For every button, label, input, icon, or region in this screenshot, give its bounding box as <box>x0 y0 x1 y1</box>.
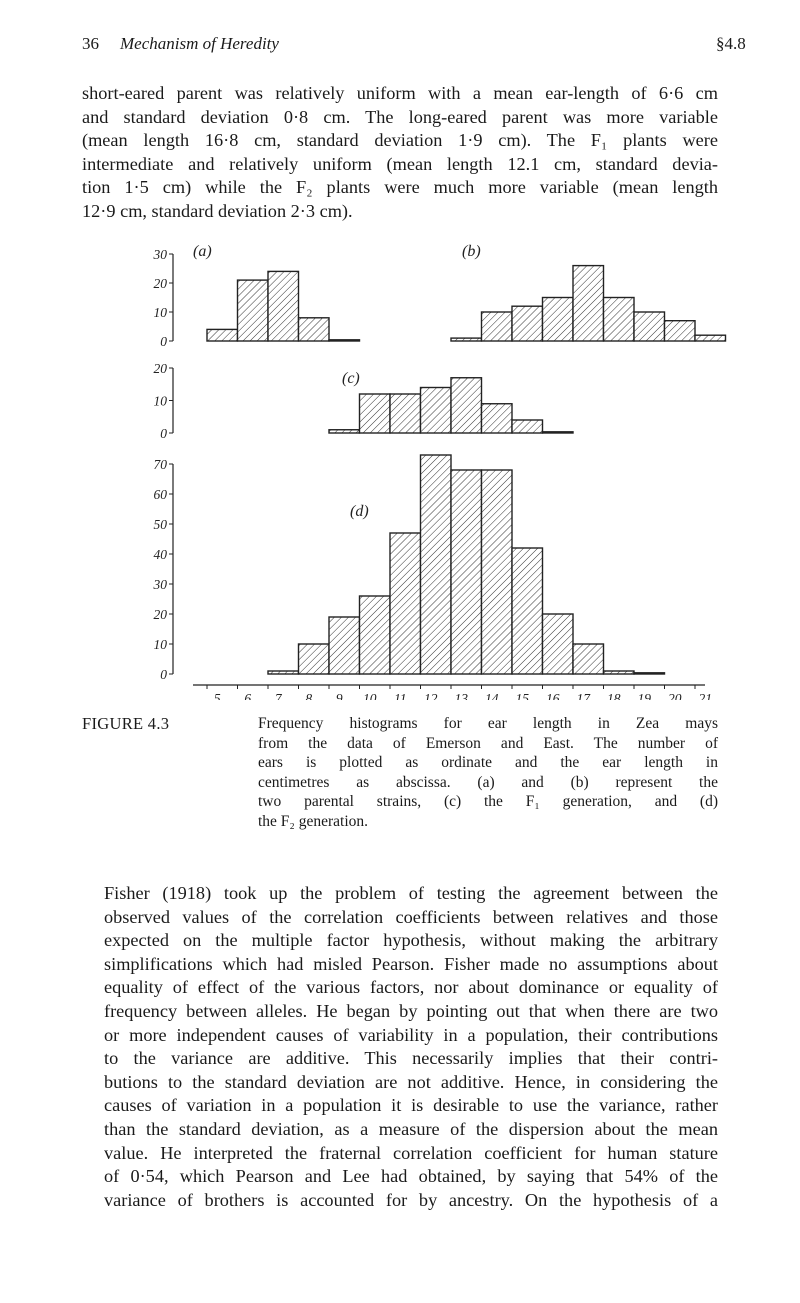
y-tick-label: 70 <box>153 457 167 472</box>
text-line: expected on the multiple factor hypothesis, without making the arbitrary <box>104 930 718 951</box>
text-line: intermediate and relatively uniform (mean length 12.1 cm, standard devia- <box>82 153 718 174</box>
histogram-bar <box>390 533 421 674</box>
paragraph-intro <box>82 82 718 224</box>
y-tick-label: 30 <box>153 247 167 262</box>
histogram-bar <box>634 312 665 341</box>
x-tick-label: 14 <box>485 691 499 700</box>
histogram-bar <box>207 329 238 341</box>
x-tick-label: 15 <box>515 691 529 700</box>
histogram-bar <box>299 318 330 341</box>
text-line: value. He interpreted the fraternal correlation coefficient for human stature <box>104 1142 718 1163</box>
histogram-bar <box>573 644 604 674</box>
text-line: Fisher (1918) took up the problem of testing the agreement between the <box>104 883 718 903</box>
y-tick-label: 20 <box>153 276 167 291</box>
text-line: or more independent causes of variability in a population, their contributions <box>104 1024 718 1045</box>
y-tick-label: 50 <box>153 517 167 532</box>
histogram-bar <box>421 388 452 434</box>
x-tick-label: 19 <box>637 691 651 700</box>
text-line: and standard deviation 0·8 cm. The long-eared parent was more variable <box>82 106 718 127</box>
histogram-bar <box>329 617 360 674</box>
figure-histograms <box>0 230 800 700</box>
histogram-panel <box>153 243 360 349</box>
histogram-bar <box>451 470 482 674</box>
text-line: than the standard deviation, as a measure of the dispersion about the mean <box>104 1118 718 1139</box>
caption-line: Frequency histograms for ear length in Zea mays <box>258 715 718 732</box>
histogram-bar <box>329 340 360 341</box>
histogram-bar <box>360 394 391 433</box>
x-tick-label: 9 <box>335 691 343 700</box>
running-title: Mechanism of Heredity <box>120 34 279 53</box>
histogram-bar <box>543 432 574 433</box>
caption-line: the F₂ generation. <box>258 812 368 830</box>
panel-label: (d) <box>350 503 369 520</box>
histogram-bar <box>299 644 330 674</box>
histogram-bar <box>695 335 726 341</box>
x-tick-label: 13 <box>454 691 468 700</box>
histogram-bar <box>451 378 482 433</box>
histogram-bar <box>604 671 635 674</box>
caption-line: ears is plotted as ordinate and the ear length in <box>258 754 718 772</box>
x-tick-label: 20 <box>668 691 682 700</box>
caption-line: centimetres as abscissa. (a) and (b) represent the <box>258 773 718 791</box>
x-tick-label: 12 <box>424 691 438 700</box>
text-line: of 0·54, which Pearson and Lee had obtained, by saying that 54% of the <box>104 1166 718 1187</box>
x-tick-label: 18 <box>607 691 621 700</box>
histogram-bar <box>268 671 299 674</box>
x-tick-label: 21 <box>698 691 712 700</box>
y-tick-label: 0 <box>160 426 167 441</box>
section-reference: §4.8 <box>716 34 746 53</box>
histogram-panel <box>153 455 665 682</box>
text-line: simplifications which had misled Pearson. Fisher made no assumptions about <box>104 953 718 974</box>
x-tick-label: 7 <box>274 691 282 700</box>
histogram-panel <box>451 243 726 341</box>
histogram-bar <box>543 614 574 674</box>
histogram-panel <box>154 361 574 441</box>
histogram-bar <box>634 673 665 674</box>
x-tick-label: 5 <box>213 691 221 700</box>
panel-label: (c) <box>342 370 360 387</box>
histogram-bar <box>451 338 482 341</box>
histogram-bar <box>512 548 543 674</box>
histogram-bar <box>604 298 635 342</box>
figure-label: FIGURE 4.3 <box>82 714 170 733</box>
histogram-chart <box>0 230 800 700</box>
x-tick-label: 17 <box>576 691 590 700</box>
text-line: butions to the standard deviation are not additive. Hence, in considering the <box>104 1071 718 1092</box>
text-line: equality of effect of the various factors, nor about dominance or equality of <box>104 977 718 998</box>
panel-label: (b) <box>462 243 481 260</box>
text-line: tion 1·5 cm) while the F₂ plants were much more variable (mean length <box>82 177 718 198</box>
y-tick-label: 0 <box>160 334 167 349</box>
y-tick-label: 0 <box>160 667 167 682</box>
y-tick-label: 30 <box>153 577 167 592</box>
histogram-bar <box>238 280 269 341</box>
histogram-bar <box>512 306 543 341</box>
paragraph-fisher <box>82 882 718 1212</box>
histogram-bar <box>543 298 574 342</box>
x-axis <box>193 685 712 700</box>
x-tick-label: 6 <box>244 691 252 700</box>
y-tick-label: 40 <box>153 547 167 562</box>
x-tick-label: 11 <box>394 691 407 700</box>
histogram-bar <box>573 266 604 341</box>
figure-caption <box>258 714 718 832</box>
caption-line: from the data of Emerson and East. The number of <box>258 734 718 752</box>
text-line: observed values of the correlation coefficients between relatives and those <box>104 906 718 927</box>
y-tick-label: 20 <box>153 607 167 622</box>
text-line: variance of brothers is accounted for by ancestry. On the hypothesis of a <box>104 1189 718 1210</box>
text-line: to the variance are additive. This necessarily implies that their contri- <box>104 1048 718 1069</box>
text-line: 12·9 cm, standard deviation 2·3 cm). <box>82 200 353 221</box>
x-tick-label: 16 <box>546 691 560 700</box>
histogram-bar <box>360 596 391 674</box>
y-tick-label: 10 <box>153 393 167 409</box>
x-tick-label: 10 <box>363 691 377 700</box>
y-tick-label: 60 <box>153 487 167 502</box>
text-line: frequency between alleles. He began by pointing out that when there are two <box>104 1000 718 1021</box>
y-tick-label: 20 <box>153 361 167 376</box>
y-tick-label: 10 <box>153 305 167 320</box>
histogram-bar <box>268 271 299 341</box>
text-line: causes of variation in a population it is desirable to use the variance, rather <box>104 1095 718 1116</box>
histogram-bar <box>482 312 513 341</box>
text-line: (mean length 16·8 cm, standard deviation 1·9 cm). The F₁ plants were <box>82 130 718 151</box>
text-line: short-eared parent was relatively uniform with a mean ear-length of 6·6 cm <box>82 83 718 103</box>
histogram-bar <box>512 420 543 433</box>
x-tick-label: 8 <box>305 691 313 700</box>
histogram-bar <box>665 321 696 341</box>
histogram-bar <box>482 404 513 433</box>
panel-label: (a) <box>193 243 212 260</box>
histogram-bar <box>390 394 421 433</box>
page-number: 36 <box>82 34 99 53</box>
histogram-bar <box>329 430 360 433</box>
caption-line: two parental strains, (c) the F₁ generation, and (d) <box>258 793 718 811</box>
histogram-bar <box>482 470 513 674</box>
histogram-bar <box>421 455 452 674</box>
y-tick-label: 10 <box>153 637 167 652</box>
